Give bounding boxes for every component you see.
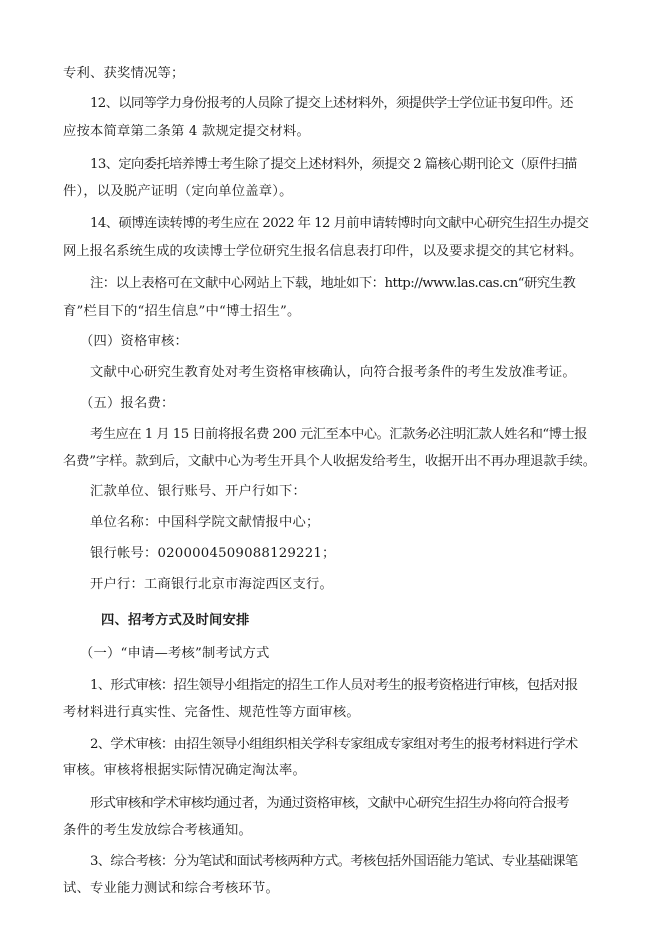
paragraph-line: 件），以及脱产证明（定向单位盖章）。 (63, 184, 293, 199)
paragraph-line: 汇款单位、银行账号、开户行如下： (90, 484, 306, 499)
paragraph-line: 14、硕博连读转博的考生应在 2022 年 12 月前申请转博时向文献中心研究生招生办提交 (90, 216, 589, 231)
paragraph-line: 试、专业能力测试和综合考核环节。 (63, 881, 279, 896)
paragraph-line: 育”栏目下的“招生信息”中“博士招生”。 (63, 304, 301, 319)
paragraph-line: 审核。审核将根据实际情况确定淘汰率。 (63, 763, 306, 778)
paragraph-line: 名费”字样。款到后，文献中心为考生开具个人收据发给考生，收据开出不再办理退款手续。 (63, 454, 596, 469)
paragraph-line: 单位名称：中国科学院文献情报中心； (90, 515, 320, 530)
paragraph-line: 考生应在 1 月 15 日前将报名费 200 元汇至本中心。汇款务必注明汇款人姓名和“博士报 (90, 427, 587, 442)
paragraph-line: 形式审核和学术审核均通过者，为通过资格审核，文献中心研究生招生办将向符合报考 (90, 796, 569, 811)
subsection-heading: （四）资格审核： (80, 334, 188, 349)
paragraph-line: 13、定向委托培养博士考生除了提交上述材料外，须提交 2 篇核心期刊论文（原件扫描 (90, 157, 577, 172)
paragraph-line: 1、形式审核：招生领导小组指定的招生工作人员对考生的报考资格进行审核，包括对报 (90, 678, 578, 693)
paragraph-line: 应按本简章第二条第 4 款规定提交材料。 (63, 124, 310, 139)
paragraph-line: 考材料进行真实性、完备性、规范性等方面审核。 (63, 705, 360, 720)
paragraph-line: 3、综合考核：分为笔试和面试考核两种方式。考核包括外国语能力笔试、专业基础课笔 (90, 854, 578, 869)
paragraph-line: 条件的考生发放综合考核通知。 (63, 823, 252, 838)
section-heading: 四、招考方式及时间安排 (101, 613, 250, 628)
subsection-heading: （一）“申请—考核”制考试方式 (80, 646, 270, 661)
paragraph-line: 2、学术审核：由招生领导小组组织相关学科专家组成专家组对考生的报考材料进行学术 (90, 737, 578, 752)
paragraph-line: 开户行：工商银行北京市海淀西区支行。 (90, 577, 333, 592)
paragraph-line: 银行帐号：0200004509088129221； (90, 546, 336, 561)
paragraph-line: 文献中心研究生教育处对考生资格审核确认，向符合报考条件的考生发放准考证。 (90, 365, 576, 380)
paragraph-line: 12、以同等学力身份报考的人员除了提交上述材料外，须提供学士学位证书复印件。还 (90, 96, 573, 111)
paragraph-line: 注：以上表格可在文献中心网站上下载，地址如下：http://www.las.cas.cn“研究生教 (90, 276, 576, 291)
paragraph-line: 专利、获奖情况等； (63, 66, 185, 81)
paragraph-line: 网上报名系统生成的攻读博士学位研究生报名信息表打印件，以及要求提交的其它材料。 (63, 244, 583, 259)
subsection-heading: （五）报名费： (80, 396, 175, 411)
